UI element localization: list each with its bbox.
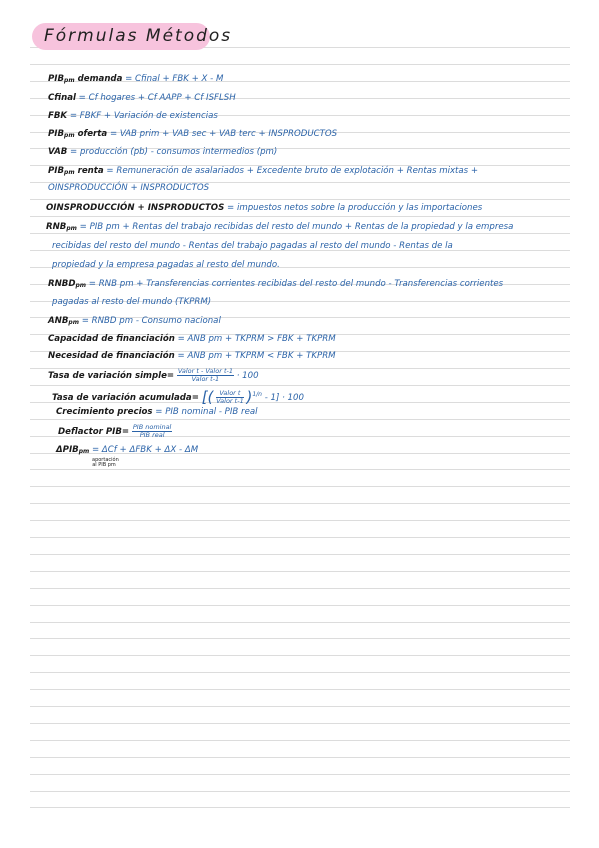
formula-line bbox=[48, 333, 336, 347]
formula-label-suffix: renta bbox=[74, 166, 104, 176]
formula-label: ΔPIB bbox=[56, 445, 79, 455]
formula-expression: = ΔCf + ΔFBK + ΔX - ΔM bbox=[91, 445, 199, 455]
rule-line bbox=[30, 503, 570, 504]
formula-tasa-simple: Tasa de variación simple= $\frac{\text{Valor t - Valor t-1}}{\text{Valor t-1}}$ · 100 bbox=[48, 367, 259, 383]
formula-expression: recibidas del resto del mundo - Rentas del trabajo pagadas al resto del mundo - Rentas de la bbox=[52, 241, 453, 251]
formula-label: FBK bbox=[48, 111, 68, 121]
fraction-denominator: Valor t-1 bbox=[191, 375, 220, 383]
rule-line bbox=[30, 588, 570, 589]
formula-label-suffix: demanda bbox=[74, 74, 123, 84]
fraction-numerator: Valor t - Valor t-1 bbox=[177, 367, 233, 375]
formula-expression: = ANB pm + TKPRM > FBK + TKPRM bbox=[177, 334, 336, 344]
fraction-numerator: Valor t bbox=[216, 390, 244, 398]
rule-line bbox=[30, 554, 570, 555]
rule-line bbox=[30, 740, 570, 741]
fraction bbox=[177, 368, 234, 383]
rule-line bbox=[30, 571, 570, 572]
formula-expression: = RNBD pm - Consumo nacional bbox=[81, 316, 221, 326]
formula-expression: = RNB pm + Transferencias corrientes recibidas del resto del mundo - Transferencias corrientes bbox=[88, 279, 504, 289]
formula-line bbox=[48, 350, 336, 364]
formula-expression: = Remuneración de asalariados + Excedente bruto de explotación + Rentas mixtas + bbox=[106, 166, 479, 176]
formula-line bbox=[48, 92, 236, 106]
fraction-numerator: PIB nominal bbox=[132, 423, 172, 431]
formula-label: Capacidad de financiación bbox=[48, 334, 175, 344]
formula-expression: propiedad y la empresa pagadas al resto del mundo. bbox=[52, 260, 280, 270]
rule-line bbox=[30, 537, 570, 538]
formula-label-subscript: pm bbox=[64, 77, 75, 84]
formula-label: RNB bbox=[46, 222, 67, 232]
formula-line bbox=[48, 278, 503, 292]
rule-line bbox=[30, 486, 570, 487]
formula-expression: = PIB pm + Rentas del trabajo recibidas del resto del mundo + Rentas de la propiedad y la empresa bbox=[79, 222, 514, 232]
formula-label: PIB bbox=[48, 74, 65, 84]
formula-label: Cfinal bbox=[48, 93, 76, 103]
rule-line bbox=[30, 419, 570, 420]
rule-line bbox=[30, 622, 570, 623]
formula-label: VAB bbox=[48, 147, 68, 157]
formula-line bbox=[48, 73, 223, 87]
formula-line bbox=[48, 128, 337, 142]
rule-line bbox=[30, 385, 570, 386]
rule-line bbox=[30, 774, 570, 775]
formula-expression: = producción (pb) - consumos intermedios (pm) bbox=[70, 147, 278, 157]
fraction bbox=[216, 390, 244, 405]
formula-tasa-acumulada: Tasa de variación acumulada= [( $\frac{\text{Valor t}}{\text{Valor t-1}}$ )$^{1/n}$ - 1] · 100 bbox=[52, 387, 304, 406]
formula-line bbox=[52, 240, 453, 254]
formula-tail: - 1] · 100 bbox=[264, 392, 304, 403]
formula-label-subscript: pm bbox=[64, 132, 75, 139]
formula-label: Tasa de variación acumulada bbox=[52, 392, 192, 403]
rule-line bbox=[30, 655, 570, 656]
formula-label: PIB bbox=[48, 129, 65, 139]
formula-label: Crecimiento precios bbox=[56, 407, 153, 417]
delta-note: aportación al PIB pm bbox=[92, 457, 119, 468]
rule-line bbox=[30, 605, 570, 606]
formula-tail: · 100 bbox=[236, 371, 259, 381]
fraction bbox=[132, 424, 173, 439]
formula-label: Deflactor PIB bbox=[58, 427, 122, 437]
rule-line bbox=[30, 706, 570, 707]
formula-label: OINSPRODUCCIÓN + INSPRODUCTOS bbox=[46, 203, 225, 213]
rule-line bbox=[30, 689, 570, 690]
formula-label-subscript: pm bbox=[68, 319, 79, 326]
formula-expression: = Cf hogares + Cf AAPP + Cf ISFLSH bbox=[78, 93, 236, 103]
fraction-denominator: PIB real bbox=[139, 431, 165, 439]
rule-line bbox=[30, 672, 570, 673]
rule-line bbox=[30, 199, 570, 200]
exponent: 1/n bbox=[252, 391, 262, 398]
rule-line bbox=[30, 64, 570, 65]
rule-line bbox=[30, 520, 570, 521]
rule-line bbox=[30, 638, 570, 639]
formula-line bbox=[52, 259, 280, 273]
rule-line bbox=[30, 723, 570, 724]
formula-line bbox=[48, 182, 209, 196]
formula-line bbox=[48, 315, 221, 329]
formula-label: ANB bbox=[48, 316, 69, 326]
formula-line bbox=[48, 110, 218, 124]
formula-expression: OINSPRODUCCIÓN + INSPRODUCTOS bbox=[48, 183, 210, 193]
formula-expression: = VAB prim + VAB sec + VAB terc + INSPRODUCTOS bbox=[109, 129, 338, 139]
formula-line bbox=[46, 202, 482, 216]
formula-expression: = impuestos netos sobre la producción y las importaciones bbox=[227, 203, 483, 213]
formula-label-subscript: pm bbox=[66, 225, 77, 232]
formula-line bbox=[46, 221, 513, 235]
formula-delta-pib: ΔPIBpm = ΔCf + ΔFBK + ΔX - ΔM bbox=[56, 445, 199, 455]
rule-line bbox=[30, 807, 570, 808]
formula-deflactor: Deflactor PIB= $\frac{\text{PIB nominal}}{\text{PIB real}}$ bbox=[58, 423, 172, 439]
rule-line bbox=[30, 216, 570, 217]
rule-line bbox=[30, 791, 570, 792]
fraction-denominator: Valor t-1 bbox=[216, 396, 244, 405]
formula-label-subscript: pm bbox=[75, 282, 87, 289]
formula-label: RNBD bbox=[48, 279, 76, 289]
formula-expression: pagadas al resto del mundo (TKPRM) bbox=[52, 297, 212, 307]
rule-line bbox=[30, 469, 570, 470]
formula-expression: = Cfinal + FBK + X - M bbox=[125, 74, 224, 84]
formula-line bbox=[52, 296, 211, 310]
formula-expression: = PIB nominal - PIB real bbox=[155, 407, 258, 417]
formula-crecimiento bbox=[56, 406, 258, 419]
formula-label: PIB bbox=[48, 166, 65, 176]
formula-line bbox=[48, 146, 277, 160]
formula-label-subscript: pm bbox=[64, 169, 75, 176]
formula-line bbox=[48, 165, 478, 179]
formula-label-suffix: oferta bbox=[74, 129, 108, 139]
formula-expression: = FBKF + Variación de existencias bbox=[69, 111, 218, 121]
page-title: Fórmulas Métodos bbox=[44, 26, 233, 46]
rule-line bbox=[30, 757, 570, 758]
formula-label: Tasa de variación simple bbox=[48, 371, 167, 381]
formula-label: Necesidad de financiación bbox=[48, 351, 175, 361]
formula-expression: = ANB pm + TKPRM < FBK + TKPRM bbox=[177, 351, 336, 361]
